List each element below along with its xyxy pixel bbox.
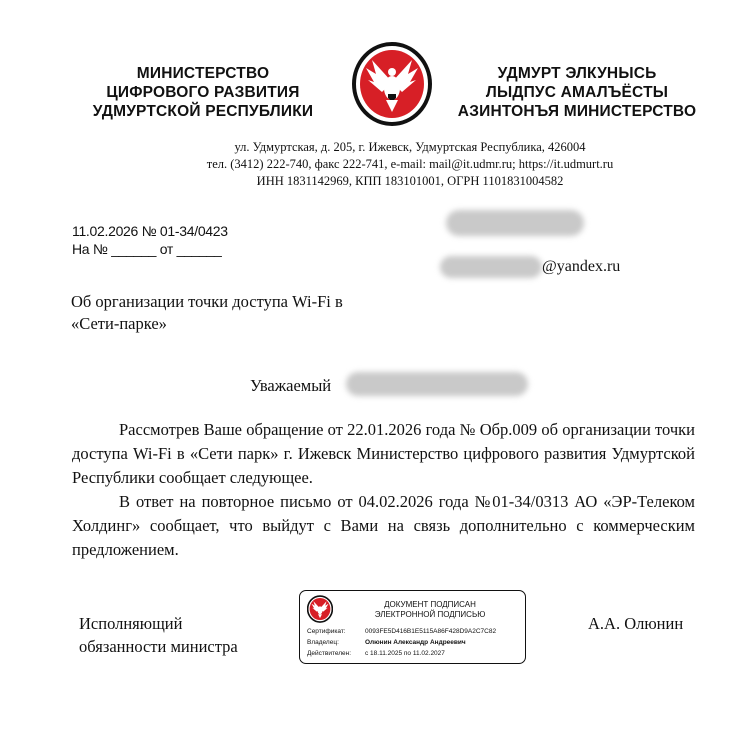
header-left-line-1: МИНИСТЕРСТВО bbox=[136, 65, 270, 82]
certificate-label: Сертификат: bbox=[307, 628, 346, 635]
owner-label: Владелец: bbox=[307, 639, 339, 646]
stamp-emblem bbox=[307, 595, 333, 623]
address-block bbox=[100, 139, 720, 190]
header-right-line-3: АЗИНТОНЪЯ МИНИСТЕРСТВО bbox=[457, 103, 697, 120]
stamp-certificate-row bbox=[307, 626, 496, 637]
stamp-title-line-1: ДОКУМЕНТ ПОДПИСАН bbox=[384, 600, 476, 609]
certificate-value: 0093FE5D416B1E5115A86F428D9A2C7C82 bbox=[365, 628, 497, 635]
body-paragraph-2: В ответ на повторное письмо от 04.02.2026 года №01-34/0313 АО «ЭР-Телеком Холдинг» сообщает, что выйдут с Вами на связь дополнительно с коммерческим предложением. bbox=[72, 492, 695, 559]
address-line-3: ИНН 1831142969, КПП 183101001, ОГРН 1101831004582 bbox=[256, 174, 564, 188]
stamp-owner-row bbox=[307, 637, 496, 648]
address-line-1: ул. Удмуртская, д. 205, г. Ижевск, Удмуртская Республика, 426004 bbox=[234, 140, 586, 154]
signer-name: А.А. Олюнин bbox=[588, 614, 684, 633]
header-left-line-2: ЦИФРОВОГО РАЗВИТИЯ bbox=[106, 84, 300, 101]
owner-value: Олюнин Александр Андреевич bbox=[365, 639, 466, 646]
coat-of-arms-emblem bbox=[352, 42, 432, 126]
outgoing-number-block bbox=[72, 222, 228, 258]
validity-value: с 18.11.2025 по 11.02.2027 bbox=[365, 650, 445, 657]
letter-body bbox=[72, 418, 695, 562]
electronic-signature-stamp bbox=[299, 590, 526, 664]
header-right-line-2: ЛЫДПУС АМАЛЪЁСТЫ bbox=[485, 84, 669, 101]
signer-position-line-1: Исполняющий bbox=[79, 614, 183, 633]
stamp-validity-row bbox=[307, 648, 496, 659]
recipient-email-domain: @yandex.ru bbox=[542, 258, 621, 275]
signer-position bbox=[79, 612, 238, 658]
letter-subject bbox=[71, 291, 343, 335]
redacted-recipient-email bbox=[440, 256, 542, 278]
greeting-word: Уважаемый bbox=[250, 376, 332, 395]
body-paragraph-1: Рассмотрев Ваше обращение от 22.01.2026 года № Обр.009 об организации точки доступа Wi-Fi в «Сети парк» г. Ижевск Министерство цифрового развития Удмуртской Республики сообщает следующее. bbox=[72, 420, 695, 487]
ministry-name-russian bbox=[64, 64, 342, 121]
ministry-name-udmurt bbox=[436, 64, 718, 121]
subject-line-2: «Сети-парке» bbox=[71, 314, 167, 333]
header-right-line-1: УДМУРТ ЭЛКУНЫСЬ bbox=[497, 65, 657, 82]
letter-number: 11.02.2026 № 01-34/0423 bbox=[72, 223, 228, 239]
signer-position-line-2: обязанности министра bbox=[79, 637, 238, 656]
stamp-title bbox=[340, 600, 520, 620]
redacted-recipient-name bbox=[446, 210, 584, 236]
stamp-title-line-2: ЭЛЕКТРОННОЙ ПОДПИСЬЮ bbox=[374, 610, 486, 619]
redacted-addressee-name bbox=[346, 372, 528, 396]
stamp-details bbox=[307, 626, 496, 659]
subject-line-1: Об организации точки доступа Wi-Fi в bbox=[71, 292, 343, 311]
header-left-line-3: УДМУРТСКОЙ РЕСПУБЛИКИ bbox=[92, 103, 314, 120]
validity-label: Действителен: bbox=[307, 650, 352, 657]
reference-number: На № ______ от ______ bbox=[72, 241, 222, 257]
address-line-2: тел. (3412) 222-740, факс 222-741, e-mail: mail@it.udmr.ru; https://it.udmurt.ru bbox=[206, 157, 614, 171]
